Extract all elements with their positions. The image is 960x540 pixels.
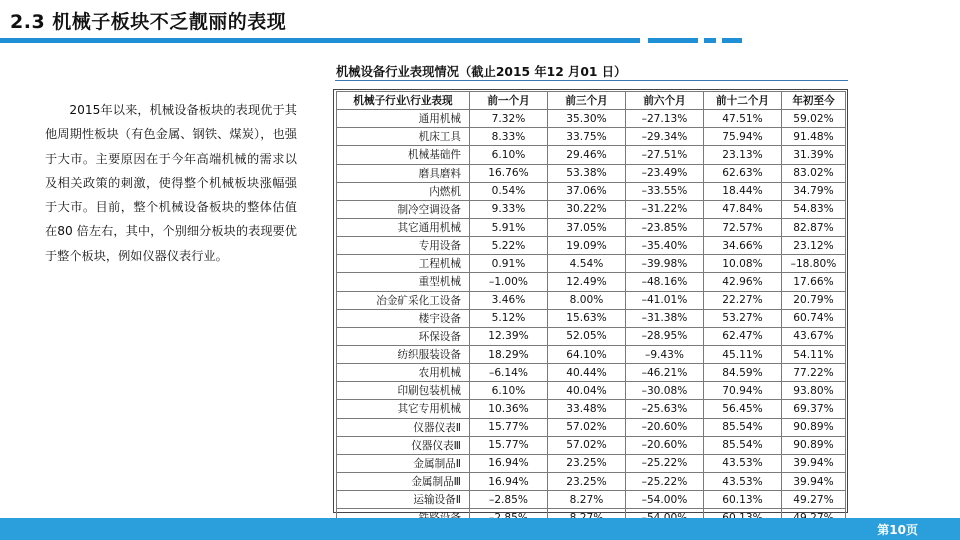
performance-value-cell: 37.05% — [548, 218, 626, 236]
performance-value-cell: 75.94% — [704, 128, 782, 146]
table-row — [337, 491, 846, 509]
performance-value-cell: –25.22% — [626, 472, 704, 490]
performance-value-cell: 8.00% — [548, 291, 626, 309]
body-paragraph: 2015年以来，机械设备板块的表现优于其他周期性板块（有色金属、钢铁、煤炭），也强于大市。主要原因在于今年高端机械的需求以及相关政策的刺激，使得整个机械板块涨幅强于大市。目前，整个机械设备板块的整体估值在80 倍左右，其中，个别细分板块的表现要优于整个板块，例如仪器仪表行业。 — [45, 103, 297, 263]
performance-value-cell: –31.22% — [626, 200, 704, 218]
table-row — [337, 237, 846, 255]
table-row — [337, 309, 846, 327]
table-row — [337, 128, 846, 146]
performance-value-cell: –29.34% — [626, 128, 704, 146]
table-row — [337, 218, 846, 236]
performance-value-cell: –23.49% — [626, 164, 704, 182]
table-row — [337, 200, 846, 218]
performance-value-cell: –9.43% — [626, 345, 704, 363]
performance-value-cell: 54.83% — [782, 200, 846, 218]
performance-value-cell: 0.91% — [470, 255, 548, 273]
page-number: 第10页 — [877, 523, 918, 537]
performance-value-cell: 9.33% — [470, 200, 548, 218]
performance-value-cell: 5.12% — [470, 309, 548, 327]
performance-value-cell: 47.51% — [704, 110, 782, 128]
performance-value-cell: 53.38% — [548, 164, 626, 182]
performance-value-cell: 18.29% — [470, 345, 548, 363]
sector-name-cell: 通用机械 — [337, 110, 470, 128]
performance-value-cell: 84.59% — [704, 364, 782, 382]
performance-value-cell: –2.85% — [470, 491, 548, 509]
performance-value-cell: –6.14% — [470, 364, 548, 382]
table-row — [337, 164, 846, 182]
table-header-cell: 前一个月 — [470, 92, 548, 110]
performance-value-cell: –35.40% — [626, 237, 704, 255]
table-title: 机械设备行业表现情况（截止2015 年12 月01 日） — [336, 65, 627, 79]
performance-value-cell: 45.11% — [704, 345, 782, 363]
table-row — [337, 454, 846, 472]
performance-value-cell: 30.22% — [548, 200, 626, 218]
performance-value-cell: –25.22% — [626, 454, 704, 472]
sector-name-cell: 仪器仪表Ⅲ — [337, 436, 470, 454]
performance-value-cell: 15.77% — [470, 436, 548, 454]
performance-value-cell: 0.54% — [470, 182, 548, 200]
table-row — [337, 273, 846, 291]
performance-value-cell: 39.94% — [782, 472, 846, 490]
table-header-cell: 前十二个月 — [704, 92, 782, 110]
performance-value-cell: 5.91% — [470, 218, 548, 236]
performance-value-cell: –41.01% — [626, 291, 704, 309]
sector-name-cell: 金属制品Ⅲ — [337, 472, 470, 490]
performance-value-cell: 29.46% — [548, 146, 626, 164]
performance-value-cell: 18.44% — [704, 182, 782, 200]
performance-value-cell: 91.48% — [782, 128, 846, 146]
performance-value-cell: 33.75% — [548, 128, 626, 146]
performance-value-cell: –54.00% — [626, 491, 704, 509]
sector-name-cell: 重型机械 — [337, 273, 470, 291]
performance-value-cell: 23.13% — [704, 146, 782, 164]
table-row — [337, 291, 846, 309]
performance-value-cell: 16.76% — [470, 164, 548, 182]
performance-value-cell: –23.85% — [626, 218, 704, 236]
performance-value-cell: 82.87% — [782, 218, 846, 236]
sector-name-cell: 运输设备Ⅱ — [337, 491, 470, 509]
sector-name-cell: 专用设备 — [337, 237, 470, 255]
performance-table — [336, 91, 846, 527]
performance-value-cell: 53.27% — [704, 309, 782, 327]
table-header-cell: 前六个月 — [626, 92, 704, 110]
performance-value-cell: 39.94% — [782, 454, 846, 472]
sector-name-cell: 制冷空调设备 — [337, 200, 470, 218]
performance-value-cell: 93.80% — [782, 382, 846, 400]
performance-value-cell: 49.27% — [782, 491, 846, 509]
performance-value-cell: 15.63% — [548, 309, 626, 327]
performance-value-cell: 12.39% — [470, 327, 548, 345]
performance-value-cell: –27.51% — [626, 146, 704, 164]
performance-value-cell: 62.47% — [704, 327, 782, 345]
performance-value-cell: 57.02% — [548, 418, 626, 436]
table-row — [337, 400, 846, 418]
performance-value-cell: –31.38% — [626, 309, 704, 327]
performance-value-cell: 43.67% — [782, 327, 846, 345]
table-row — [337, 327, 846, 345]
performance-value-cell: 72.57% — [704, 218, 782, 236]
performance-value-cell: 52.05% — [548, 327, 626, 345]
performance-value-cell: 8.33% — [470, 128, 548, 146]
performance-value-cell: 7.32% — [470, 110, 548, 128]
performance-value-cell: 16.94% — [470, 454, 548, 472]
table-row — [337, 146, 846, 164]
performance-value-cell: 57.02% — [548, 436, 626, 454]
performance-value-cell: 69.37% — [782, 400, 846, 418]
performance-value-cell: 62.63% — [704, 164, 782, 182]
performance-value-cell: 42.96% — [704, 273, 782, 291]
table-row — [337, 472, 846, 490]
table-row — [337, 364, 846, 382]
sector-name-cell: 内燃机 — [337, 182, 470, 200]
performance-value-cell: –30.08% — [626, 382, 704, 400]
sector-name-cell: 印刷包装机械 — [337, 382, 470, 400]
performance-value-cell: –25.63% — [626, 400, 704, 418]
sector-name-cell: 机械基础件 — [337, 146, 470, 164]
sector-name-cell: 冶金矿采化工设备 — [337, 291, 470, 309]
table-row — [337, 436, 846, 454]
performance-value-cell: 6.10% — [470, 146, 548, 164]
table-row — [337, 382, 846, 400]
performance-value-cell: 16.94% — [470, 472, 548, 490]
performance-value-cell: 6.10% — [470, 382, 548, 400]
performance-value-cell: 77.22% — [782, 364, 846, 382]
performance-value-cell: 40.04% — [548, 382, 626, 400]
performance-value-cell: –33.55% — [626, 182, 704, 200]
sector-name-cell: 工程机械 — [337, 255, 470, 273]
performance-value-cell: 4.54% — [548, 255, 626, 273]
performance-value-cell: –46.21% — [626, 364, 704, 382]
performance-value-cell: 12.49% — [548, 273, 626, 291]
performance-value-cell: –18.80% — [782, 255, 846, 273]
table-header-cell: 年初至今 — [782, 92, 846, 110]
table-row — [337, 345, 846, 363]
table-row — [337, 255, 846, 273]
title-underline — [0, 38, 900, 43]
performance-value-cell: 22.27% — [704, 291, 782, 309]
table-row — [337, 182, 846, 200]
performance-value-cell: –48.16% — [626, 273, 704, 291]
sector-name-cell: 金属制品Ⅱ — [337, 454, 470, 472]
table-header-cell: 机械子行业\行业表现 — [337, 92, 470, 110]
sector-name-cell: 楼宇设备 — [337, 309, 470, 327]
performance-value-cell: 8.27% — [548, 491, 626, 509]
sector-name-cell: 机床工具 — [337, 128, 470, 146]
performance-value-cell: 23.25% — [548, 454, 626, 472]
performance-value-cell: 85.54% — [704, 436, 782, 454]
performance-value-cell: 20.79% — [782, 291, 846, 309]
performance-value-cell: –20.60% — [626, 418, 704, 436]
performance-value-cell: 23.12% — [782, 237, 846, 255]
performance-value-cell: 34.66% — [704, 237, 782, 255]
performance-value-cell: 3.46% — [470, 291, 548, 309]
table-row — [337, 110, 846, 128]
table-row — [337, 418, 846, 436]
performance-value-cell: 54.11% — [782, 345, 846, 363]
performance-value-cell: –27.13% — [626, 110, 704, 128]
performance-value-cell: 10.08% — [704, 255, 782, 273]
performance-value-cell: 56.45% — [704, 400, 782, 418]
performance-value-cell: 43.53% — [704, 454, 782, 472]
performance-value-cell: 19.09% — [548, 237, 626, 255]
performance-value-cell: 90.89% — [782, 418, 846, 436]
performance-value-cell: 70.94% — [704, 382, 782, 400]
table-header-cell: 前三个月 — [548, 92, 626, 110]
performance-value-cell: 85.54% — [704, 418, 782, 436]
performance-value-cell: –1.00% — [470, 273, 548, 291]
performance-value-cell: 90.89% — [782, 436, 846, 454]
footer-bar — [0, 518, 960, 540]
performance-value-cell: 64.10% — [548, 345, 626, 363]
sector-name-cell: 农用机械 — [337, 364, 470, 382]
slide-title: 2.3 机械子板块不乏靓丽的表现 — [10, 11, 287, 33]
performance-value-cell: 47.84% — [704, 200, 782, 218]
performance-value-cell: 10.36% — [470, 400, 548, 418]
sector-name-cell: 纺织服装设备 — [337, 345, 470, 363]
performance-value-cell: 83.02% — [782, 164, 846, 182]
performance-value-cell: 34.79% — [782, 182, 846, 200]
performance-value-cell: 15.77% — [470, 418, 548, 436]
performance-value-cell: 37.06% — [548, 182, 626, 200]
performance-value-cell: 60.74% — [782, 309, 846, 327]
sector-name-cell: 磨具磨料 — [337, 164, 470, 182]
performance-value-cell: –28.95% — [626, 327, 704, 345]
performance-value-cell: 31.39% — [782, 146, 846, 164]
performance-value-cell: 17.66% — [782, 273, 846, 291]
performance-value-cell: –20.60% — [626, 436, 704, 454]
performance-value-cell: –39.98% — [626, 255, 704, 273]
performance-value-cell: 5.22% — [470, 237, 548, 255]
performance-value-cell: 35.30% — [548, 110, 626, 128]
sector-name-cell: 其它通用机械 — [337, 218, 470, 236]
sector-name-cell: 环保设备 — [337, 327, 470, 345]
performance-value-cell: 40.44% — [548, 364, 626, 382]
performance-value-cell: 59.02% — [782, 110, 846, 128]
performance-value-cell: 60.13% — [704, 491, 782, 509]
performance-value-cell: 23.25% — [548, 472, 626, 490]
sector-name-cell: 仪器仪表Ⅱ — [337, 418, 470, 436]
sector-name-cell: 其它专用机械 — [337, 400, 470, 418]
performance-value-cell: 43.53% — [704, 472, 782, 490]
table-header-row — [337, 92, 846, 110]
table-title-rule — [335, 80, 848, 81]
performance-value-cell: 33.48% — [548, 400, 626, 418]
